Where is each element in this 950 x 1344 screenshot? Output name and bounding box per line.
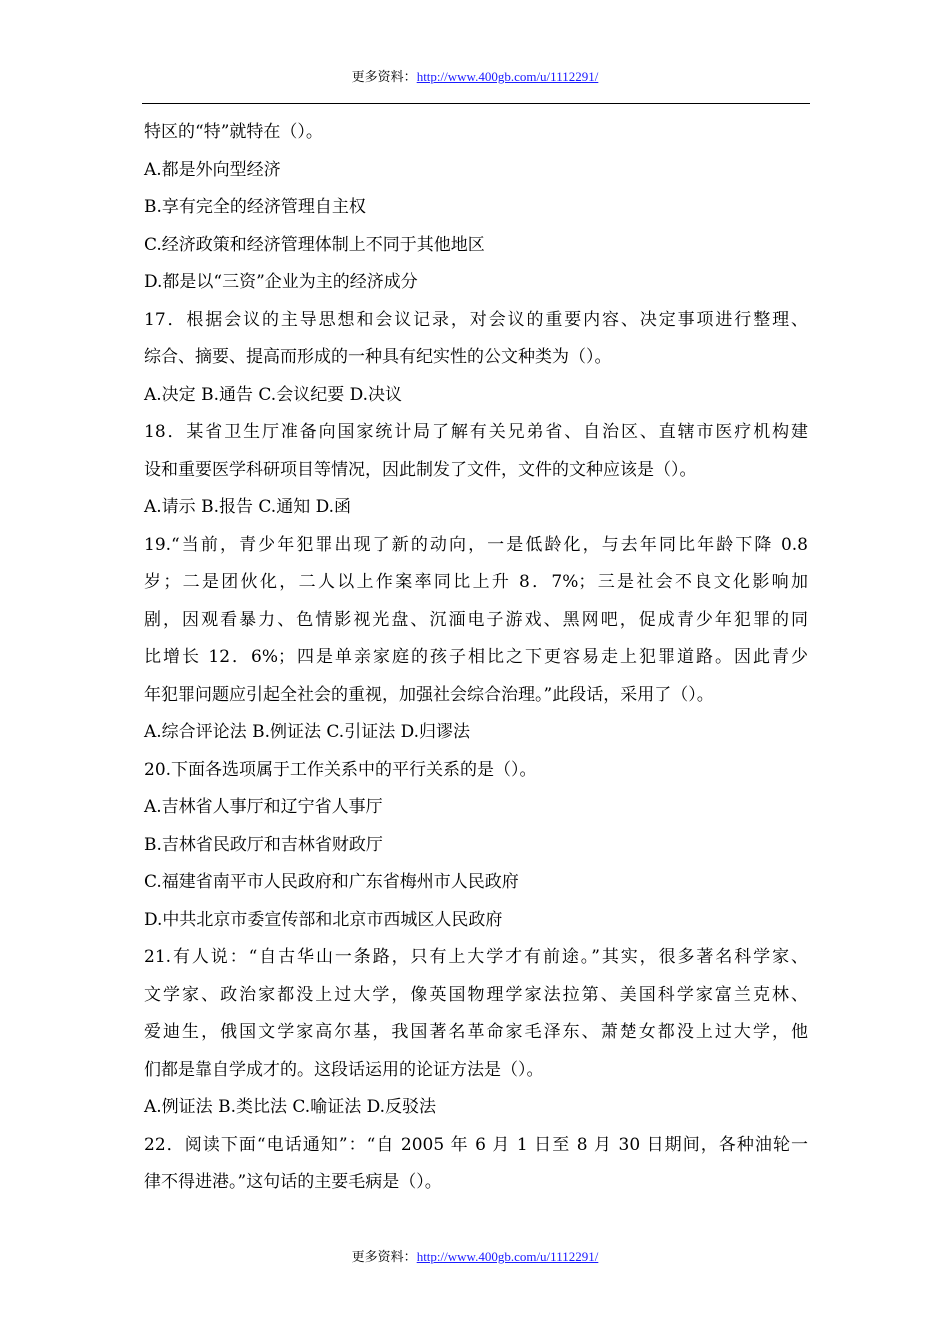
option-line: A.决定 B.通告 C.会议纪要 D.决议	[144, 384, 403, 405]
option-line: A.都是外向型经济	[144, 159, 281, 180]
footer-link[interactable]: http://www.400gb.com/u/1112291/	[416, 1249, 599, 1264]
question-18-line: 18．某省卫生厅准备向国家统计局了解有关兄弟省、自治区、直辖市医疗机构建	[144, 422, 808, 442]
page-footer	[0, 1246, 950, 1265]
option-line: B.享有完全的经济管理自主权	[144, 197, 366, 217]
option-line: D.中共北京市委宣传部和北京市西城区人民政府	[144, 909, 503, 930]
option-line: B.吉林省民政厅和吉林省财政厅	[144, 834, 383, 855]
question-21-line: 们都是靠自学成才的。这段话运用的论证方法是（）。	[144, 1059, 544, 1080]
option-line: A.吉林省人事厅和辽宁省人事厅	[144, 797, 383, 817]
question-22-line: 律不得进港。”这句话的主要毛病是（）。	[144, 1172, 442, 1192]
question-17-line: 17．根据会议的主导思想和会议记录，对会议的重要内容、决定事项进行整理、	[144, 309, 808, 330]
question-19-line: 19.“当前，青少年犯罪出现了新的动向，一是低龄化，与去年同比年龄下降 0.8	[144, 534, 808, 555]
text-line: 特区的“特”就特在（）。	[144, 122, 323, 142]
option-line: A.请示 B.报告 C.通知 D.函	[144, 497, 352, 517]
question-17-line: 综合、摘要、提高而形成的一种具有纪实性的公文种类为（）。	[144, 347, 612, 367]
question-21-line: 爱迪生，俄国文学家高尔基，我国著名革命家毛泽东、萧楚女都没上过大学，他	[144, 1022, 808, 1042]
question-21-line: 文学家、政治家都没上过大学，像英国物理学家法拉第、美国科学家富兰克林、	[144, 984, 808, 1005]
header-label: 更多资料：	[351, 69, 417, 84]
header-divider	[142, 103, 810, 104]
question-20-line: 20.下面各选项属于工作关系中的平行关系的是（）。	[144, 759, 537, 780]
document-body	[144, 114, 808, 1202]
question-19-line: 比增长 12．6%；四是单亲家庭的孩子相比之下更容易走上犯罪道路。因此青少	[144, 647, 808, 667]
option-line: A.例证法 B.类比法 C.喻证法 D.反驳法	[144, 1097, 437, 1117]
page-header	[0, 66, 950, 85]
footer-label: 更多资料：	[351, 1249, 417, 1264]
header-link[interactable]: http://www.400gb.com/u/1112291/	[416, 69, 599, 84]
option-line: C.福建省南平市人民政府和广东省梅州市人民政府	[144, 872, 519, 892]
option-line: D.都是以“三资”企业为主的经济成分	[144, 272, 418, 292]
question-21-line: 21.有人说：“自古华山一条路，只有上大学才有前途。”其实，很多著名科学家、	[144, 947, 808, 967]
question-19-line: 年犯罪问题应引起全社会的重视，加强社会综合治理。”此段话，采用了（）。	[144, 684, 714, 705]
question-19-line: 岁；二是团伙化，二人以上作案率同比上升 8．7%；三是社会不良文化影响加	[144, 572, 808, 592]
option-line: C.经济政策和经济管理体制上不同于其他地区	[144, 234, 485, 255]
question-22-line: 22．阅读下面“电话通知”：“自 2005 年 6 月 1 日至 8 月 30 日期间，各种油轮一	[144, 1134, 808, 1155]
question-19-line: 剧，因观看暴力、色情影视光盘、沉湎电子游戏、黑网吧，促成青少年犯罪的同	[144, 609, 808, 630]
question-18-line: 设和重要医学科研项目等情况，因此制发了文件，文件的文种应该是（）。	[144, 459, 697, 480]
option-line: A.综合评论法 B.例证法 C.引证法 D.归谬法	[144, 722, 471, 742]
